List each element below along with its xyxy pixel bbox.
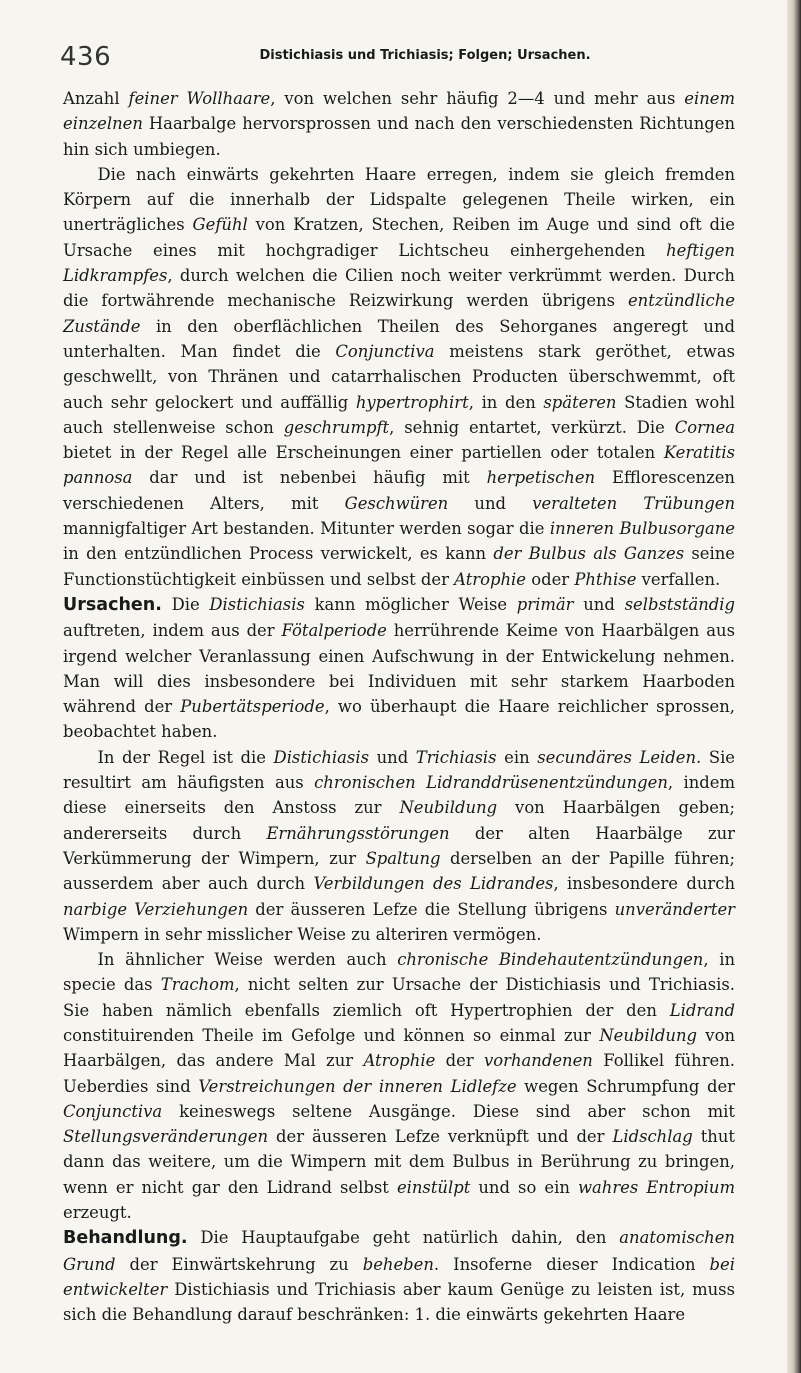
emphasis-text: chronische Bindehautentzündungen xyxy=(397,950,704,970)
emphasis-text: Phthise xyxy=(574,569,637,589)
emphasis-text: unveränderter xyxy=(614,899,735,919)
emphasis-text: feiner Wollhaare xyxy=(128,89,271,108)
emphasis-text: Lidrand xyxy=(669,1000,735,1020)
paragraph xyxy=(63,86,735,162)
text-run: erzeugt. xyxy=(63,1203,132,1223)
text-run: , sehnig entartet, verkürzt. Die xyxy=(389,417,675,437)
emphasis-text: Verbildungen des Lidrandes xyxy=(313,874,554,894)
text-run: in den entzündlichen Process verwickelt, es kann xyxy=(63,544,494,564)
text-run: , durch welchen die Cilien noch weiter verkrümmt werden. Durch die fortwährende mechanische Reizwirkung werden übrigens xyxy=(63,266,735,311)
text-run: Efflorescenzen verschiedenen Alters, mit xyxy=(63,468,735,513)
emphasis-text: einem einzelnen xyxy=(63,89,736,134)
emphasis-text: Trachom xyxy=(160,975,235,995)
text-run: der äusseren Lefze die Stellung übrigens xyxy=(248,899,615,919)
text-run: und xyxy=(573,594,625,614)
emphasis-text: Keratitis pannosa xyxy=(63,443,735,488)
text-run: und xyxy=(448,493,533,513)
emphasis-text: secundäres Leiden xyxy=(537,747,697,767)
emphasis-text: chronischen Lidranddrüsenentzündungen xyxy=(314,773,668,793)
text-run: keineswegs seltene Ausgänge. Diese sind aber schon mit xyxy=(162,1101,735,1121)
text-run: , indem diese einerseits den Anstoss zur xyxy=(63,773,735,818)
section-heading: Behandlung. xyxy=(63,1228,188,1249)
emphasis-text: Atrophie xyxy=(454,569,526,589)
emphasis-text: primär xyxy=(516,594,574,614)
text-run: in den oberflächlichen Theilen des Sehorganes angeregt und unterhalten. Man findet die xyxy=(63,316,735,361)
emphasis-text: wahres Entropium xyxy=(577,1177,735,1197)
paragraph xyxy=(63,745,735,947)
section-paragraph xyxy=(63,1225,735,1327)
text-run: der xyxy=(435,1051,485,1071)
text-run: , insbesondere durch xyxy=(553,874,736,894)
section-heading: Ursachen. xyxy=(63,594,162,615)
emphasis-text: Neubildung xyxy=(599,1025,697,1045)
emphasis-text: Distichiasis xyxy=(209,594,305,614)
emphasis-text: der Bulbus als Ganzes xyxy=(493,544,685,564)
text-run: , in specie das xyxy=(63,950,735,995)
emphasis-text: anatomischen Grund xyxy=(63,1228,735,1274)
text-run: Stadien wohl auch stellenweise schon xyxy=(63,392,735,437)
text-run: auftreten, indem aus der xyxy=(63,621,282,641)
emphasis-text: entzündliche Zustände xyxy=(63,291,735,336)
emphasis-text: Spaltung xyxy=(365,848,441,868)
emphasis-text: narbige Verziehungen xyxy=(63,899,249,919)
emphasis-text: selbstständig xyxy=(624,594,735,614)
text-run: bietet in der Regel alle Erscheinungen einer partiellen oder totalen xyxy=(63,443,664,463)
text-run: von Haarbälgen, das andere Mal zur xyxy=(63,1025,735,1071)
emphasis-text: Fötalperiode xyxy=(281,621,387,641)
text-run: Die Hauptaufgabe geht natürlich dahin, den xyxy=(187,1228,620,1248)
emphasis-text: Conjunctiva xyxy=(63,1101,163,1121)
emphasis-text: Cornea xyxy=(674,417,736,437)
emphasis-text: Distichiasis xyxy=(273,747,369,767)
text-run: der alten Haarbälge zur Verkümmerung der Wimpern, zur xyxy=(63,823,735,868)
text-run: Die xyxy=(161,594,210,614)
emphasis-text: Stellungsveränderungen xyxy=(63,1127,269,1147)
text-run: In ähnlicher Weise werden auch xyxy=(97,950,398,970)
text-run: und xyxy=(369,747,416,767)
emphasis-text: Ernährungsstörungen xyxy=(266,823,450,843)
emphasis-text: Atrophie xyxy=(363,1051,436,1071)
emphasis-text: Verstreichungen der inneren Lidlefze xyxy=(198,1076,517,1096)
text-run: der äusseren Lefze verknüpft und der xyxy=(268,1127,613,1147)
emphasis-text: inneren Bulbusorgane xyxy=(549,519,736,539)
section-paragraph xyxy=(63,592,735,745)
text-run: . Insoferne dieser Indication xyxy=(433,1254,710,1274)
emphasis-text: Neubildung xyxy=(399,798,498,818)
running-head-title: Distichiasis und Trichiasis; Folgen; Ursachen. xyxy=(259,48,591,63)
page-edge-shadow xyxy=(787,0,801,1373)
emphasis-text: hypertrophirt xyxy=(355,392,469,412)
text-run: und so ein xyxy=(470,1177,578,1197)
emphasis-text: Lidschlag xyxy=(612,1127,693,1147)
text-run: oder xyxy=(526,569,575,589)
text-run: , nicht selten zur Ursache der Distichiasis und Trichiasis. Sie haben nämlich ebenfalls ziemlich oft Hypertrophien der den xyxy=(63,975,735,1020)
text-run: Wimpern in sehr misslicher Weise zu alteriren vermögen. xyxy=(63,924,542,944)
paragraph xyxy=(63,162,735,592)
paragraph xyxy=(63,947,735,1225)
emphasis-text: Pubertätsperiode xyxy=(180,697,325,717)
text-run: Haarbalge hervorsprossen und nach den verschiedensten Richtungen hin sich umbiegen. xyxy=(63,114,735,159)
emphasis-text: bei entwickelter xyxy=(63,1254,735,1299)
emphasis-text: späteren xyxy=(543,392,617,412)
emphasis-text: veralteten Trübungen xyxy=(532,493,736,513)
body-text xyxy=(63,86,735,1328)
text-run: dar und ist nebenbei häufig mit xyxy=(132,468,487,488)
text-run: verfallen. xyxy=(636,569,721,589)
text-run: ein xyxy=(496,747,538,767)
text-run: thut dann das weitere, um die Wimpern mit dem Bulbus in Berührung zu bringen, wenn er nicht gar den Lidrand selbst xyxy=(63,1127,735,1197)
text-run: Distichiasis und Trichiasis aber kaum Genüge zu leisten ist, muss sich die Behandlung darauf beschränken: 1. die einwärts gekehrten Haare xyxy=(63,1279,735,1325)
text-run: mannigfaltiger Art bestanden. Mitunter werden sogar die xyxy=(63,519,550,539)
text-run: , in den xyxy=(468,392,544,412)
text-run: von Haarbälgen geben; andererseits durch xyxy=(63,798,735,843)
emphasis-text: beheben xyxy=(362,1254,434,1274)
emphasis-text: Trichiasis xyxy=(415,747,497,767)
text-run: seine Functionstüchtigkeit einbüssen und selbst der xyxy=(63,544,735,589)
emphasis-text: Gefühl xyxy=(192,215,248,235)
text-run: , wo überhaupt die Haare reichlicher sprossen, beobachtet haben. xyxy=(63,697,736,742)
emphasis-text: Conjunctiva xyxy=(335,341,435,361)
text-run: Anzahl xyxy=(63,89,129,108)
text-run: , von welchen sehr häufig 2—4 und mehr aus xyxy=(270,89,685,108)
text-run: herrührende Keime von Haarbälgen aus irgend welcher Veranlassung einen Aufschwung in der Entwickelung nehmen. Man will dies insbesondere bei Individuen mit sehr starkem Haarboden während der xyxy=(63,621,735,717)
text-run: derselben an der Papille führen; ausserdem aber auch durch xyxy=(63,848,735,894)
text-run: constituirenden Theile im Gefolge und können so einmal zur xyxy=(63,1025,600,1045)
emphasis-text: geschrumpft xyxy=(283,417,390,437)
emphasis-text: vorhandenen xyxy=(484,1051,593,1071)
page-number: 436 xyxy=(60,42,112,72)
text-run: Follikel führen. Ueberdies sind xyxy=(63,1051,735,1096)
text-run: meistens stark geröthet, etwas geschwellt, von Thränen und catarrhalischen Producten überschwemmt, oft auch sehr gelockert und auffällig xyxy=(63,341,735,412)
text-run: In der Regel ist die xyxy=(97,747,274,767)
text-run: wegen Schrumpfung der xyxy=(516,1076,735,1096)
emphasis-text: heftigen Lidkrampfes xyxy=(63,240,735,286)
emphasis-text: einstülpt xyxy=(396,1177,471,1197)
text-run: Die nach einwärts gekehrten Haare erregen, indem sie gleich fremden Körpern auf die innerhalb der Lidspalte gelegenen Theile wirken, ein unerträgliches xyxy=(63,164,735,235)
emphasis-text: Geschwüren xyxy=(344,493,449,513)
text-run: der Einwärtskehrung zu xyxy=(115,1254,363,1274)
emphasis-text: herpetischen xyxy=(486,468,596,488)
text-run: . Sie resultirt am häufigsten aus xyxy=(63,747,736,793)
text-run: kann möglicher Weise xyxy=(304,594,517,614)
running-header xyxy=(60,42,730,78)
text-run: von Kratzen, Stechen, Reiben im Auge und sind oft die Ursache eines mit hochgradiger Lichtscheu einhergehenden xyxy=(63,215,735,260)
